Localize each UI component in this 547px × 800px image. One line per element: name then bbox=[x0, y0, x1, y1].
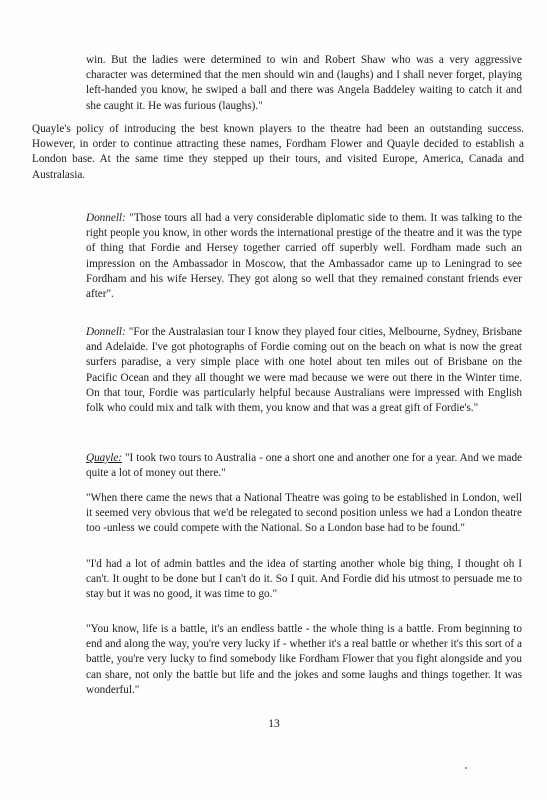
speaker-label: Donnell: bbox=[86, 212, 126, 224]
paragraph-donnell-australasian-tour bbox=[86, 325, 522, 416]
paragraph-text: Quayle's policy of introducing the best known players to the theatre had been an outstanding success. However, in order to continue attracting these names, Fordham Flower and Quayle decided to establish a London base. At the same time they stepped up their tours, and visited Europe, America, Canada and Australasia. bbox=[32, 123, 524, 181]
paragraph-admin-battles bbox=[86, 557, 522, 603]
paragraph-text: "I took two tours to Australia - one a short one and another one for a year. And we made quite a lot of money out there." bbox=[86, 452, 522, 480]
paragraph-national-theatre bbox=[86, 491, 522, 537]
paragraph-text: "Those tours all had a very considerable diplomatic side to them. It was talking to the right people you know, in other words the international prestige of the theatre and it was the type of thing that Fordie and Hersey together carried off superbly well. Fordham made such an impression on the Ambassador in Moscow, that the Ambassador came up to Leningrad to see Fordham and his wife Hersey. They got along so well that they remained constant friends ever after". bbox=[86, 212, 522, 301]
page-number: 13 bbox=[268, 718, 280, 730]
speaker-label: Donnell: bbox=[86, 326, 126, 338]
scan-speck bbox=[465, 767, 467, 769]
paragraph-life-is-a-battle bbox=[86, 622, 522, 698]
paragraph-quayle-australia-tours bbox=[86, 451, 522, 481]
paragraph-text: "For the Australasian tour I know they played four cities, Melbourne, Sydney, Brisbane and Adelaide. I've got photographs of Fordie coming out on the beach on what is now the great surfers paradise, a very simple place with one hotel about ten miles out of Brisbane on the Pacific Ocean and they all thought we were mad because we were out there in the Winter time. On that tour, Fordie was particularly helpful because Australians were impressed with English folk who could mix and talk with them, you know and that was a great gift of Fordie's." bbox=[86, 326, 522, 415]
paragraph-cricket-anecdote bbox=[86, 53, 522, 114]
speaker-label: Quayle: bbox=[86, 452, 123, 464]
paragraph-donnell-diplomatic-tours bbox=[86, 211, 522, 302]
paragraph-text: "When there came the news that a National Theatre was going to be established in London, well it seemed very obvious that we'd be relegated to second position unless we had a London theatre too -unless we could compete with the National. So a London base had to be found." bbox=[86, 492, 522, 535]
paragraph-narration-london-base bbox=[32, 122, 524, 183]
paragraph-text: "I'd had a lot of admin battles and the idea of starting another whole big thing, I thought oh I can't. It ought to be done but I can't do it. So I quit. And Fordie did his utmost to persuade me to stay but it was no good, it was time to go." bbox=[86, 558, 522, 601]
paragraph-text: win. But the ladies were determined to win and Robert Shaw who was a very aggressive character was determined that the men should win and (laughs) and I shall never forget, playing left-handed you know, he swiped a ball and there was Angela Baddeley waiting to catch it and she caught it. He was furious (laughs)." bbox=[86, 54, 522, 112]
paragraph-text: "You know, life is a battle, it's an endless battle - the whole thing is a battle. From beginning to end and along the way, you're very lucky if - whether it's a real battle or whether it's this sort of a battle, you're very lucky to find somebody like Fordham Flower that you fight alongside and you can share, not only the battle but life and the jokes and some laughs and things together. It was wonderful." bbox=[86, 623, 522, 696]
